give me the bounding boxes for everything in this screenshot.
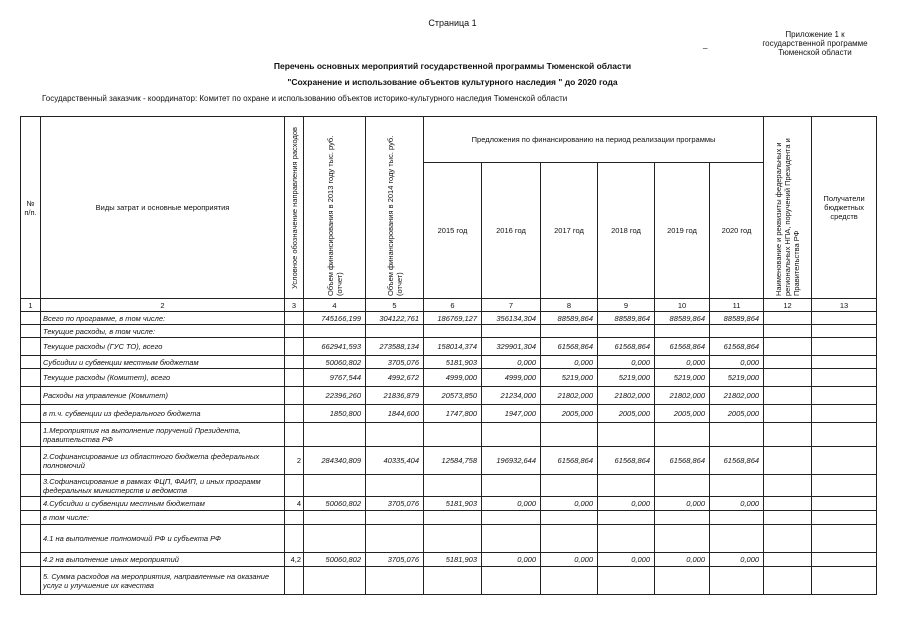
row-num-cell <box>21 405 41 423</box>
document-title: Перечень основных мероприятий государственной программы Тюменской области <box>273 61 632 71</box>
row-recipient-cell <box>812 338 877 356</box>
row-name: 5. Сумма расходов на мероприятия, направленные на оказание услуг и улучшение их качества <box>41 567 285 595</box>
row-recipient-cell <box>812 475 877 497</box>
col-header-legal-text: Наименование и реквизиты федеральных и региональных НПА, поручений Президента и Правительства РФ <box>774 137 802 296</box>
row-value: 0,000 <box>598 553 655 567</box>
row-legal-cell <box>764 312 812 325</box>
col-number: 1 <box>21 299 41 312</box>
row-value: 0,000 <box>482 553 541 567</box>
row-value <box>424 525 482 553</box>
row-value: 5219,000 <box>655 369 710 387</box>
col-number: 13 <box>812 299 877 312</box>
row-value: 5219,000 <box>541 369 598 387</box>
row-value: 2005,000 <box>655 405 710 423</box>
row-value <box>598 423 655 447</box>
row-value <box>655 525 710 553</box>
table-row <box>21 356 877 369</box>
row-value <box>304 423 366 447</box>
row-recipient-cell <box>812 356 877 369</box>
row-legal-cell <box>764 338 812 356</box>
row-value: 21836,879 <box>366 387 424 405</box>
row-value: 4999,000 <box>424 369 482 387</box>
row-recipient-cell <box>812 447 877 475</box>
row-legal-cell <box>764 405 812 423</box>
col-header-num: № п/п. <box>21 117 41 299</box>
table-row <box>21 312 877 325</box>
appendix-note <box>740 30 890 57</box>
col-number: 12 <box>764 299 812 312</box>
row-name: 1.Мероприятия на выполнение поручений Президента, правительства РФ <box>41 423 285 447</box>
col-number: 11 <box>710 299 764 312</box>
row-value <box>482 325 541 338</box>
row-value: 5219,000 <box>710 369 764 387</box>
row-value: 0,000 <box>482 497 541 511</box>
row-value <box>710 525 764 553</box>
table-row <box>21 447 877 475</box>
row-value <box>304 475 366 497</box>
row-recipient-cell <box>812 387 877 405</box>
header-row <box>21 117 877 163</box>
col-header-fin2013-text: Объем финансирования в 2013 году тыс. руб.(отчет) <box>325 135 344 296</box>
row-value: 0,000 <box>482 356 541 369</box>
col-header-proposals: Предложения по финансированию на период реализации программы <box>424 117 764 163</box>
row-value: 61568,864 <box>655 338 710 356</box>
row-name: Всего по программе, в том числе: <box>41 312 285 325</box>
row-name: Текущие расходы, в том числе: <box>41 325 285 338</box>
row-value: 3705,076 <box>366 356 424 369</box>
row-value <box>304 511 366 525</box>
table-row <box>21 475 877 497</box>
table-row <box>21 423 877 447</box>
row-name: 4.2 на выполнение иных мероприятий <box>41 553 285 567</box>
row-value <box>541 423 598 447</box>
row-value <box>366 325 424 338</box>
row-name: 4.1 на выполнение полномочий РФ и субъекта РФ <box>41 525 285 553</box>
row-value: 158014,374 <box>424 338 482 356</box>
col-number: 9 <box>598 299 655 312</box>
row-value <box>541 475 598 497</box>
row-value: 0,000 <box>710 356 764 369</box>
row-num-cell <box>21 312 41 325</box>
col-number: 10 <box>655 299 710 312</box>
table-row <box>21 405 877 423</box>
row-value: 20573,850 <box>424 387 482 405</box>
col-number: 7 <box>482 299 541 312</box>
row-value: 745166,199 <box>304 312 366 325</box>
row-value: 304122,761 <box>366 312 424 325</box>
row-value <box>598 567 655 595</box>
row-code <box>285 405 304 423</box>
year-header: 2015 год <box>424 163 482 299</box>
row-value: 1747,800 <box>424 405 482 423</box>
col-header-fin2014-text: Объем финансирования в 2014 году тыс. руб.(отчет) <box>385 135 404 296</box>
row-value: 61568,864 <box>598 447 655 475</box>
row-value <box>655 475 710 497</box>
col-header-code <box>285 117 304 299</box>
row-value: 3705,076 <box>366 497 424 511</box>
row-legal-cell <box>764 387 812 405</box>
row-value: 2005,000 <box>710 405 764 423</box>
row-num-cell <box>21 356 41 369</box>
row-value <box>304 325 366 338</box>
row-value: 88589,864 <box>598 312 655 325</box>
row-value <box>541 325 598 338</box>
row-value <box>482 423 541 447</box>
row-value <box>424 423 482 447</box>
row-code <box>285 525 304 553</box>
row-value: 21802,000 <box>710 387 764 405</box>
year-header: 2017 год <box>541 163 598 299</box>
row-value <box>482 511 541 525</box>
row-recipient-cell <box>812 553 877 567</box>
row-value: 21802,000 <box>541 387 598 405</box>
year-header: 2018 год <box>598 163 655 299</box>
table-row <box>21 553 877 567</box>
row-value <box>482 525 541 553</box>
row-value: 284340,809 <box>304 447 366 475</box>
row-value <box>482 475 541 497</box>
table-body <box>21 312 877 595</box>
appendix-line: Приложение 1 к <box>785 30 845 39</box>
row-value: 356134,304 <box>482 312 541 325</box>
row-num-cell <box>21 475 41 497</box>
row-value: 21234,000 <box>482 387 541 405</box>
row-value: 21802,000 <box>655 387 710 405</box>
row-value <box>366 567 424 595</box>
row-recipient-cell <box>812 525 877 553</box>
row-recipient-cell <box>812 325 877 338</box>
row-value <box>424 511 482 525</box>
row-value <box>710 567 764 595</box>
row-value: 0,000 <box>655 356 710 369</box>
year-header: 2019 год <box>655 163 710 299</box>
row-num-cell <box>21 447 41 475</box>
table-row <box>21 567 877 595</box>
row-legal-cell <box>764 511 812 525</box>
row-legal-cell <box>764 567 812 595</box>
table-row <box>21 497 877 511</box>
row-name: 4.Субсидии и субвенции местным бюджетам <box>41 497 285 511</box>
row-value: 1850,800 <box>304 405 366 423</box>
row-value <box>366 475 424 497</box>
row-value: 0,000 <box>710 497 764 511</box>
row-value: 21802,000 <box>598 387 655 405</box>
row-value: 12584,758 <box>424 447 482 475</box>
row-value <box>655 325 710 338</box>
row-recipient-cell <box>812 423 877 447</box>
row-recipient-cell <box>812 369 877 387</box>
dash-mark: _ <box>703 40 708 49</box>
row-value <box>304 525 366 553</box>
table-row <box>21 325 877 338</box>
row-value: 5181,903 <box>424 553 482 567</box>
row-num-cell <box>21 567 41 595</box>
row-value: 9767,544 <box>304 369 366 387</box>
row-value: 186769,127 <box>424 312 482 325</box>
col-header-recipients: Получатели бюджетных средств <box>812 117 877 299</box>
row-value <box>541 525 598 553</box>
row-value: 50060,802 <box>304 497 366 511</box>
row-value <box>655 511 710 525</box>
row-value: 61568,864 <box>655 447 710 475</box>
row-value <box>710 423 764 447</box>
row-num-cell <box>21 511 41 525</box>
table-row <box>21 511 877 525</box>
row-value: 61568,864 <box>598 338 655 356</box>
row-value <box>655 423 710 447</box>
row-legal-cell <box>764 497 812 511</box>
column-number-row <box>21 299 877 312</box>
row-num-cell <box>21 497 41 511</box>
row-value: 0,000 <box>598 497 655 511</box>
row-value: 0,000 <box>541 497 598 511</box>
row-value: 4999,000 <box>482 369 541 387</box>
row-value: 22396,260 <box>304 387 366 405</box>
row-value: 61568,864 <box>541 338 598 356</box>
row-code <box>285 475 304 497</box>
row-recipient-cell <box>812 405 877 423</box>
row-name: в том числе: <box>41 511 285 525</box>
row-value: 0,000 <box>710 553 764 567</box>
row-legal-cell <box>764 356 812 369</box>
row-legal-cell <box>764 369 812 387</box>
table-row <box>21 525 877 553</box>
table-row <box>21 338 877 356</box>
row-name: в т.ч. субвенции из федерального бюджета <box>41 405 285 423</box>
col-header-name: Виды затрат и основные мероприятия <box>41 117 285 299</box>
row-value: 61568,864 <box>541 447 598 475</box>
row-value: 5181,903 <box>424 497 482 511</box>
row-value: 88589,864 <box>541 312 598 325</box>
row-value: 40335,404 <box>366 447 424 475</box>
year-header: 2020 год <box>710 163 764 299</box>
row-value: 5181,903 <box>424 356 482 369</box>
row-value: 50060,802 <box>304 356 366 369</box>
col-number: 8 <box>541 299 598 312</box>
row-value: 0,000 <box>598 356 655 369</box>
row-name: Расходы на управление (Комитет) <box>41 387 285 405</box>
row-code <box>285 325 304 338</box>
row-value <box>366 525 424 553</box>
row-value: 273588,134 <box>366 338 424 356</box>
row-value <box>598 525 655 553</box>
row-value: 0,000 <box>655 497 710 511</box>
row-recipient-cell <box>812 312 877 325</box>
col-number: 2 <box>41 299 285 312</box>
row-legal-cell <box>764 325 812 338</box>
row-code <box>285 567 304 595</box>
row-code: 2 <box>285 447 304 475</box>
year-header: 2016 год <box>482 163 541 299</box>
table-row <box>21 369 877 387</box>
row-code <box>285 338 304 356</box>
row-value <box>424 475 482 497</box>
row-value: 3705,076 <box>366 553 424 567</box>
row-value <box>424 567 482 595</box>
page-label: Страница 1 <box>428 18 477 28</box>
row-value: 50060,802 <box>304 553 366 567</box>
row-legal-cell <box>764 525 812 553</box>
row-value <box>304 567 366 595</box>
row-legal-cell <box>764 447 812 475</box>
col-header-fin2013 <box>304 117 366 299</box>
row-code: 4 <box>285 497 304 511</box>
row-recipient-cell <box>812 511 877 525</box>
row-value: 2005,000 <box>598 405 655 423</box>
col-header-fin2014 <box>366 117 424 299</box>
col-number: 6 <box>424 299 482 312</box>
row-num-cell <box>21 525 41 553</box>
row-legal-cell <box>764 553 812 567</box>
appendix-line: государственной программе <box>762 39 868 48</box>
row-value: 0,000 <box>541 553 598 567</box>
col-header-code-text: Условное обозначение направления расходов <box>289 126 299 289</box>
row-value <box>598 475 655 497</box>
row-value <box>710 325 764 338</box>
program-name: "Сохранение и использование объектов культурного наследия " до 2020 года <box>287 77 618 87</box>
row-value: 196932,644 <box>482 447 541 475</box>
row-legal-cell <box>764 475 812 497</box>
row-value <box>482 567 541 595</box>
row-code: 4,2 <box>285 553 304 567</box>
row-name: Субсидии и субвенции местным бюджетам <box>41 356 285 369</box>
row-code <box>285 423 304 447</box>
row-name: 2.Софинансирование из областного бюджета федеральных полномочий <box>41 447 285 475</box>
row-value <box>541 511 598 525</box>
row-name: Текущие расходы (Комитет), всего <box>41 369 285 387</box>
row-value <box>710 475 764 497</box>
row-code <box>285 312 304 325</box>
measures-table <box>20 116 877 595</box>
row-recipient-cell <box>812 567 877 595</box>
row-value: 662941,593 <box>304 338 366 356</box>
row-recipient-cell <box>812 497 877 511</box>
col-number: 4 <box>304 299 366 312</box>
row-value: 0,000 <box>541 356 598 369</box>
row-value: 61568,864 <box>710 447 764 475</box>
row-num-cell <box>21 553 41 567</box>
row-code <box>285 511 304 525</box>
row-value: 329901,304 <box>482 338 541 356</box>
row-code <box>285 387 304 405</box>
row-value <box>541 567 598 595</box>
row-code <box>285 369 304 387</box>
row-value: 4992,672 <box>366 369 424 387</box>
row-value: 5219,000 <box>598 369 655 387</box>
row-value: 1947,000 <box>482 405 541 423</box>
state-customer: Государственный заказчик - координатор: Комитет по охране и использованию объектов историко-культурного наследия Тюменской области <box>42 94 568 103</box>
row-value: 0,000 <box>655 553 710 567</box>
col-number: 3 <box>285 299 304 312</box>
row-value <box>655 567 710 595</box>
row-value <box>710 511 764 525</box>
appendix-line: Тюменской области <box>778 48 852 57</box>
row-legal-cell <box>764 423 812 447</box>
row-value <box>366 423 424 447</box>
col-number: 5 <box>366 299 424 312</box>
row-code <box>285 356 304 369</box>
row-value: 88589,864 <box>655 312 710 325</box>
row-value: 88589,864 <box>710 312 764 325</box>
row-num-cell <box>21 423 41 447</box>
row-value <box>598 325 655 338</box>
row-num-cell <box>21 387 41 405</box>
row-name: 3.Софинансирование в рамках ФЦП, ФАИП, и иных программ федеральных министерств и ведомств <box>41 475 285 497</box>
row-value <box>424 325 482 338</box>
col-header-legal <box>764 117 812 299</box>
row-name: Текущие расходы (ГУС ТО), всего <box>41 338 285 356</box>
table-row <box>21 387 877 405</box>
row-num-cell <box>21 369 41 387</box>
row-num-cell <box>21 325 41 338</box>
row-value <box>366 511 424 525</box>
row-num-cell <box>21 338 41 356</box>
row-value: 61568,864 <box>710 338 764 356</box>
row-value: 1844,600 <box>366 405 424 423</box>
row-value: 2005,000 <box>541 405 598 423</box>
row-value <box>598 511 655 525</box>
